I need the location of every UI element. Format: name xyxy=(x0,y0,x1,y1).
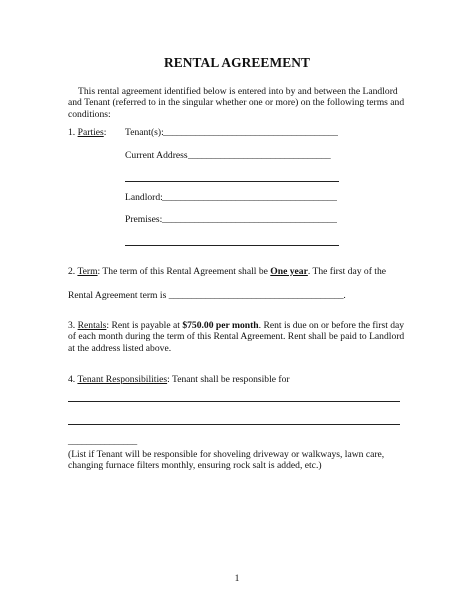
responsibilities-number: 4. xyxy=(68,374,76,385)
premises-line-2[interactable] xyxy=(125,245,339,246)
parties-colon: : xyxy=(103,127,107,138)
term-start-blank[interactable]: ______________________________________ xyxy=(168,290,344,301)
intro-paragraph: This rental agreement identified below is entered into by and between the Landlord and Tenant (referred to in the singular whether one or more) on the following terms and conditions: xyxy=(68,86,405,120)
rentals-heading: Rentals xyxy=(77,320,107,331)
responsibilities-short-blank[interactable]: _______________ xyxy=(68,436,137,447)
premises-blank[interactable]: ______________________________________ xyxy=(162,214,337,225)
term-start-label: Rental Agreement term is xyxy=(68,290,169,301)
rentals-number: 3. xyxy=(68,320,76,331)
parties-heading xyxy=(68,127,106,138)
premises-label: Premises: xyxy=(125,214,163,225)
current-address-line-2[interactable] xyxy=(125,181,339,182)
term-start-line xyxy=(68,290,346,301)
responsibilities-line-2[interactable] xyxy=(68,424,400,425)
tenant-label: Tenant(s): xyxy=(125,127,164,138)
term-heading: Term xyxy=(77,266,98,277)
document-title: RENTAL AGREEMENT xyxy=(163,55,311,70)
parties-number: 1. xyxy=(68,127,76,138)
page-number: 1 xyxy=(234,573,240,584)
responsibilities-text: : Tenant shall be responsible for xyxy=(167,374,290,385)
rentals-amount: $750.00 per month xyxy=(182,320,259,331)
term-start-end: . xyxy=(343,290,346,301)
responsibilities-heading: Tenant Responsibilities xyxy=(77,374,168,385)
tenant-blank[interactable]: ______________________________________ xyxy=(163,127,338,138)
term-paragraph xyxy=(68,266,386,277)
landlord-label: Landlord: xyxy=(125,192,163,203)
responsibilities-note: (List if Tenant will be responsible for shoveling driveway or walkways, lawn care, changing furnace filters monthly, ensuring rock salt is added, etc.) xyxy=(68,449,385,472)
rentals-paragraph xyxy=(68,320,408,354)
landlord-blank[interactable]: ______________________________________ xyxy=(162,192,337,203)
term-text-a: : The term of this Rental Agreement shall be xyxy=(97,266,271,277)
current-address-blank[interactable]: _______________________________ xyxy=(188,150,331,161)
responsibilities-line-1[interactable] xyxy=(68,401,400,402)
parties-heading-text: Parties xyxy=(77,127,104,138)
term-duration: One year xyxy=(270,266,308,277)
responsibilities-heading-line xyxy=(68,374,290,385)
current-address-label: Current Address xyxy=(125,150,188,161)
rentals-text-b: . Rent is due on or before the first day of each month during the term of this Rental Agreement. Rent shall be paid to Landlord at the address listed above. xyxy=(68,320,405,354)
rentals-text-a: : Rent is payable at xyxy=(106,320,183,331)
term-text-b: . The first day of the xyxy=(307,266,387,277)
term-number: 2. xyxy=(68,266,76,277)
